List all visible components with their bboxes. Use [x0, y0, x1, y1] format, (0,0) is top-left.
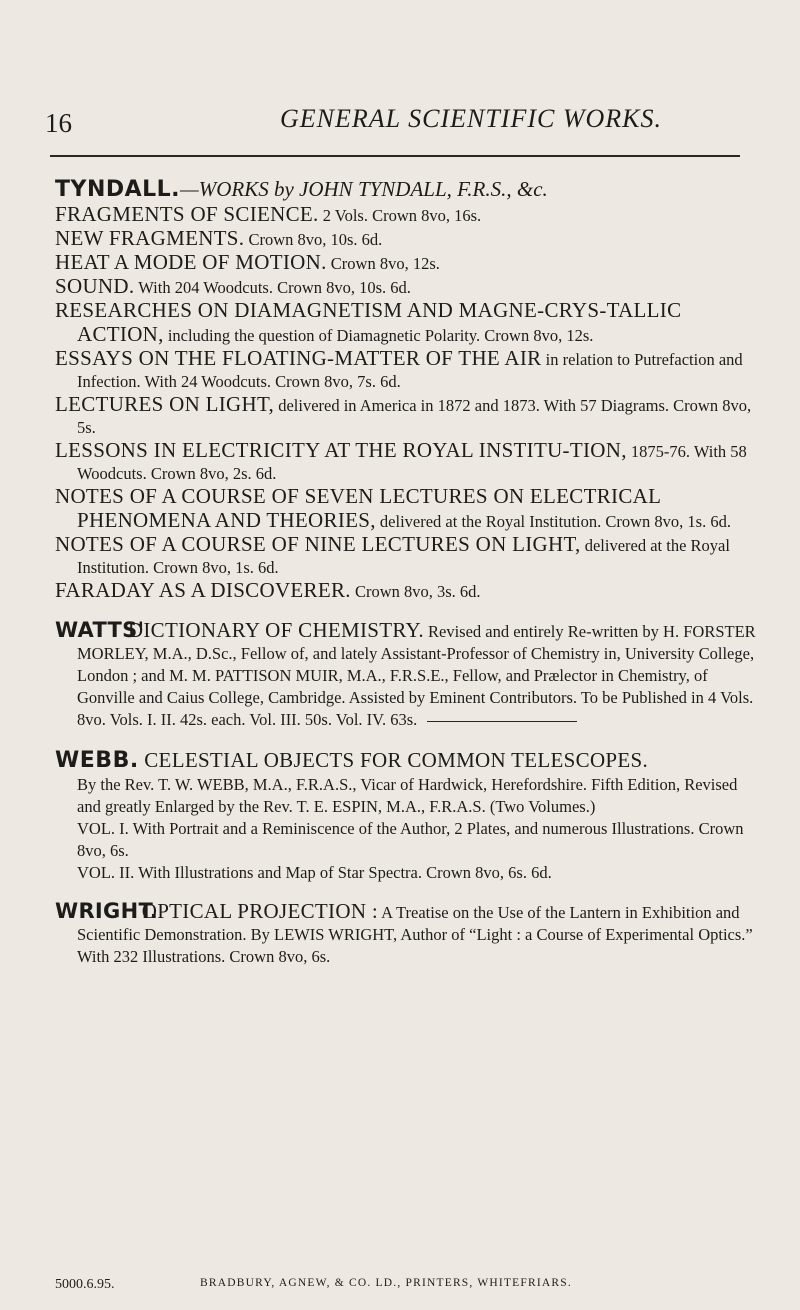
book-entry: [55, 485, 765, 533]
author-note: —WORKS by JOHN TYNDALL, F.R.S., &c.: [180, 177, 548, 201]
book-details: delivered in America in 1872 and 1873. With 57 Diagrams. Crown 8vo, 5s.: [77, 396, 752, 437]
book-title: NOTES OF A COURSE OF SEVEN LECTURES ON ELECTRICAL PHENOMENA AND THEORIES,: [55, 484, 661, 532]
author-name: TYNDALL.: [55, 177, 181, 202]
page-number: 16: [45, 108, 72, 138]
book-details: With 204 Woodcuts. Crown 8vo, 10s. 6d.: [134, 278, 411, 297]
author-name: WEBB.: [55, 748, 139, 773]
book-entry: [55, 251, 765, 275]
catalogue-content: [55, 176, 765, 984]
book-entry: [55, 203, 765, 227]
book-details: including the question of Diamagnetic Polarity. Crown 8vo, 12s.: [163, 326, 594, 345]
watts-entry: [55, 619, 765, 731]
header-rule: [50, 155, 740, 157]
book-title: OPTICAL PROJECTION :: [136, 899, 378, 923]
book-details: Crown 8vo, 10s. 6d.: [244, 230, 383, 249]
tyndall-entries: [55, 203, 765, 603]
book-entry: [55, 439, 765, 485]
wright-entry: [55, 900, 765, 968]
imprint-footer: [55, 1276, 755, 1293]
printer-imprint: BRADBURY, AGNEW, & CO. LD., PRINTERS, WHITEFRIARS.: [200, 1277, 572, 1289]
book-title: NOTES OF A COURSE OF NINE LECTURES ON LIGHT,: [55, 532, 581, 556]
book-entry: [55, 393, 765, 439]
book-details: delivered at the Royal Institution. Crown 8vo, 1s. 6d.: [375, 512, 731, 531]
running-head: GENERAL SCIENTIFIC WORKS.: [280, 104, 663, 133]
book-entry: [55, 579, 765, 603]
volume-one: VOL. I. With Portrait and a Reminiscence of the Author, 2 Plates, and numerous Illustrations. Crown 8vo, 6s.: [77, 819, 744, 860]
divider: [427, 721, 577, 722]
book-title: LESSONS IN ELECTRICITY AT THE ROYAL INSTITU-TION,: [55, 438, 627, 462]
book-title: ESSAYS ON THE FLOATING-MATTER OF THE AIR: [55, 346, 542, 370]
wright-section: [55, 900, 765, 968]
book-entry: [55, 227, 765, 251]
book-details: Crown 8vo, 3s. 6d.: [350, 582, 481, 601]
book-title: FARADAY AS A DISCOVERER.: [55, 578, 351, 602]
page-header: [45, 104, 765, 144]
book-details: in relation to Putrefaction and Infection. With 24 Woodcuts. Crown 8vo, 7s. 6d.: [77, 350, 743, 391]
volume-two: VOL. II. With Illustrations and Map of Star Spectra. Crown 8vo, 6s. 6d.: [77, 863, 552, 882]
book-entry: [55, 347, 765, 393]
book-title: RESEARCHES ON DIAMAGNETISM AND MAGNE-CRYS-TALLIC ACTION,: [55, 298, 682, 346]
book-title: FRAGMENTS OF SCIENCE.: [55, 202, 319, 226]
book-description: A Treatise on the Use of the Lantern in Exhibition and Scientific Demonstration. By LEWIS WRIGHT, Author of “Light : a Course of Experimental Optics.” With 232 Illustrations. Crown 8vo, 6s.: [77, 903, 753, 966]
book-description: Revised and entirely Re-written by H. FORSTER MORLEY, M.A., D.Sc., Fellow of, and lately Assistant-Professor of Chemistry in, University College, London ; and M. M. PATTISON MUIR, M.A., F.R.S.E., Fellow, and Prælector in Chemistry, of Gonville and Caius College, Cambridge. Assisted by Eminent Contributors. To be Published in 4 Vols. 8vo. Vols. I. II. 42s. each. Vol. III. 50s. Vol. IV. 63s.: [77, 622, 756, 729]
book-details: Crown 8vo, 12s.: [326, 254, 440, 273]
book-title: CELESTIAL OBJECTS FOR COMMON TELESCOPES.: [138, 748, 649, 772]
book-title: LECTURES ON LIGHT,: [55, 392, 275, 416]
book-entry: [55, 275, 765, 299]
watts-section: [55, 619, 765, 731]
book-title: NEW FRAGMENTS.: [55, 226, 245, 250]
book-details: 1875-76. With 58 Woodcuts. Crown 8vo, 2s. 6d.: [77, 442, 747, 483]
book-title: HEAT A MODE OF MOTION.: [55, 250, 327, 274]
book-title: SOUND.: [55, 274, 135, 298]
author-name: WRIGHT.: [55, 899, 159, 923]
print-code: 5000.6.95.: [55, 1277, 115, 1292]
webb-section: [55, 747, 765, 884]
tyndall-section: [55, 176, 765, 603]
book-entry: [55, 533, 765, 579]
book-description: By the Rev. T. W. WEBB, M.A., F.R.A.S., Vicar of Hardwick, Herefordshire. Fifth Edition, Revised and greatly Enlarged by the Rev. T. E. ESPIN, M.A., F.R.A.S. (Two Volumes.): [77, 775, 738, 816]
author-name: WATTS': [55, 618, 145, 642]
book-entry: [55, 299, 765, 347]
book-details: 2 Vols. Crown 8vo, 16s.: [318, 206, 482, 225]
book-title: DICTIONARY OF CHEMISTRY.: [122, 618, 424, 642]
webb-heading: [55, 747, 765, 774]
book-details: delivered at the Royal Institution. Crown 8vo, 1s. 6d.: [77, 536, 730, 577]
tyndall-heading: [55, 176, 765, 203]
